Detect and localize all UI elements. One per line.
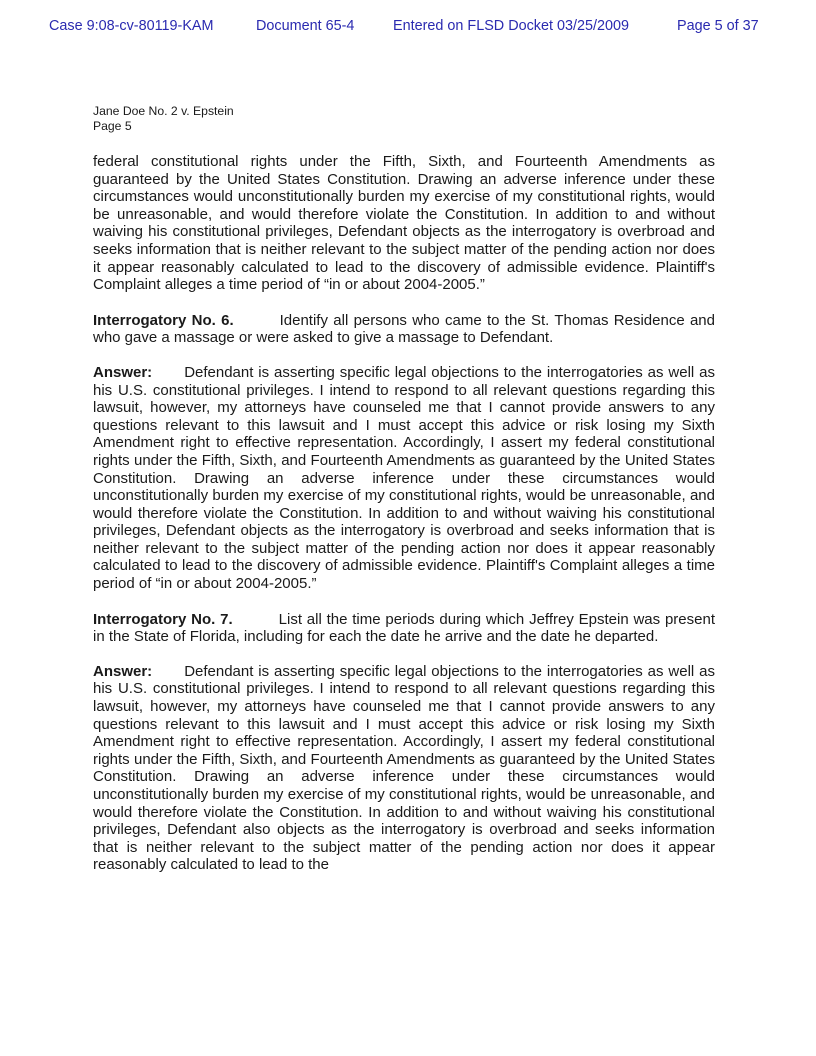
- caption-page: Page 5: [93, 119, 132, 133]
- document-body: [93, 153, 715, 892]
- answer-6: [93, 364, 715, 593]
- interrogatory-7-text: List all the time periods during which Jeffrey Epstein was present in the State of Florida, including for each the date he arrive and the date he departed.: [93, 610, 715, 646]
- continued-answer-paragraph: federal constitutional rights under the Fifth, Sixth, and Fourteenth Amendments as guaranteed by the United States Constitution. Drawing an adverse inference under these circumstances would unconstitutionally burden my exercise of my constitutional rights, would be unreasonable, and would therefore violate the Constitution. In addition to and without waiving his constitutional privileges, Defendant objects as the interrogatory is overbroad and seeks information that is neither relevant to the subject matter of the pending action nor does it appear reasonably calculated to lead to the discovery of admissible evidence. Plaintiff's Complaint alleges a time period of “in or about 2004-2005.”: [93, 153, 715, 294]
- interrogatory-6-text: Identify all persons who came to the St. Thomas Residence and who gave a massage or were asked to give a massage to Defendant.: [93, 311, 715, 347]
- entered-date: Entered on FLSD Docket 03/25/2009: [393, 18, 629, 34]
- case-caption: [93, 104, 234, 134]
- answer-7-text: Defendant is asserting specific legal objections to the interrogatories as well as his U.S. constitutional privileges. I intend to respond to all relevant questions regarding this lawsuit, however, my attorneys have counseled me that I cannot provide answers to any questions relevant to this lawsuit and I must accept this advice or risk losing my Sixth Amendment right to effective representation. Accordingly, I assert my federal constitutional rights under the Fifth, Sixth, and Fourteenth Amendments as guaranteed by the United States Constitution. Drawing an adverse inference under these circumstances would unconstitutionally burden my exercise of my constitutional rights, would be unreasonable, and would therefore violate the Constitution. In addition to and without waiving his constitutional privileges, Defendant also objects as the interrogatory is overbroad and seeks information that is neither relevant to the subject matter of the pending action nor does it appear reasonably calculated to lead to the: [93, 662, 715, 874]
- interrogatory-7: [93, 611, 715, 646]
- interrogatory-6: [93, 312, 715, 347]
- answer-6-label: Answer:: [93, 363, 153, 381]
- answer-7-label: Answer:: [93, 662, 153, 680]
- document-number: Document 65-4: [256, 18, 355, 34]
- interrogatory-7-label: Interrogatory No. 7.: [93, 610, 233, 628]
- caption-title: Jane Doe No. 2 v. Epstein: [93, 104, 234, 118]
- page-count: Page 5 of 37: [677, 18, 759, 34]
- case-number: Case 9:08-cv-80119-KAM: [49, 18, 214, 34]
- answer-6-text: Defendant is asserting specific legal objections to the interrogatories as well as his U.S. constitutional privileges. I intend to respond to all relevant questions regarding this lawsuit, however, my attorneys have counseled me that I cannot provide answers to any questions relevant to this lawsuit and I must accept this advice or risk losing my Sixth Amendment right to effective representation. Accordingly, I assert my federal constitutional rights under the Fifth, Sixth, and Fourteenth Amendments as guaranteed by the United States Constitution. Drawing an adverse inference under these circumstances would unconstitutionally burden my exercise of my constitutional rights, would be unreasonable, and would therefore violate the Constitution. In addition to and without waiving his constitutional privileges, Defendant objects as the interrogatory is overbroad and seeks information that is neither relevant to the subject matter of the pending action nor does it appear reasonably calculated to lead to the discovery of admissible evidence. Plaintiff's Complaint alleges a time period of “in or about 2004-2005.”: [93, 363, 715, 593]
- interrogatory-6-label: Interrogatory No. 6.: [93, 311, 234, 329]
- answer-7: [93, 663, 715, 874]
